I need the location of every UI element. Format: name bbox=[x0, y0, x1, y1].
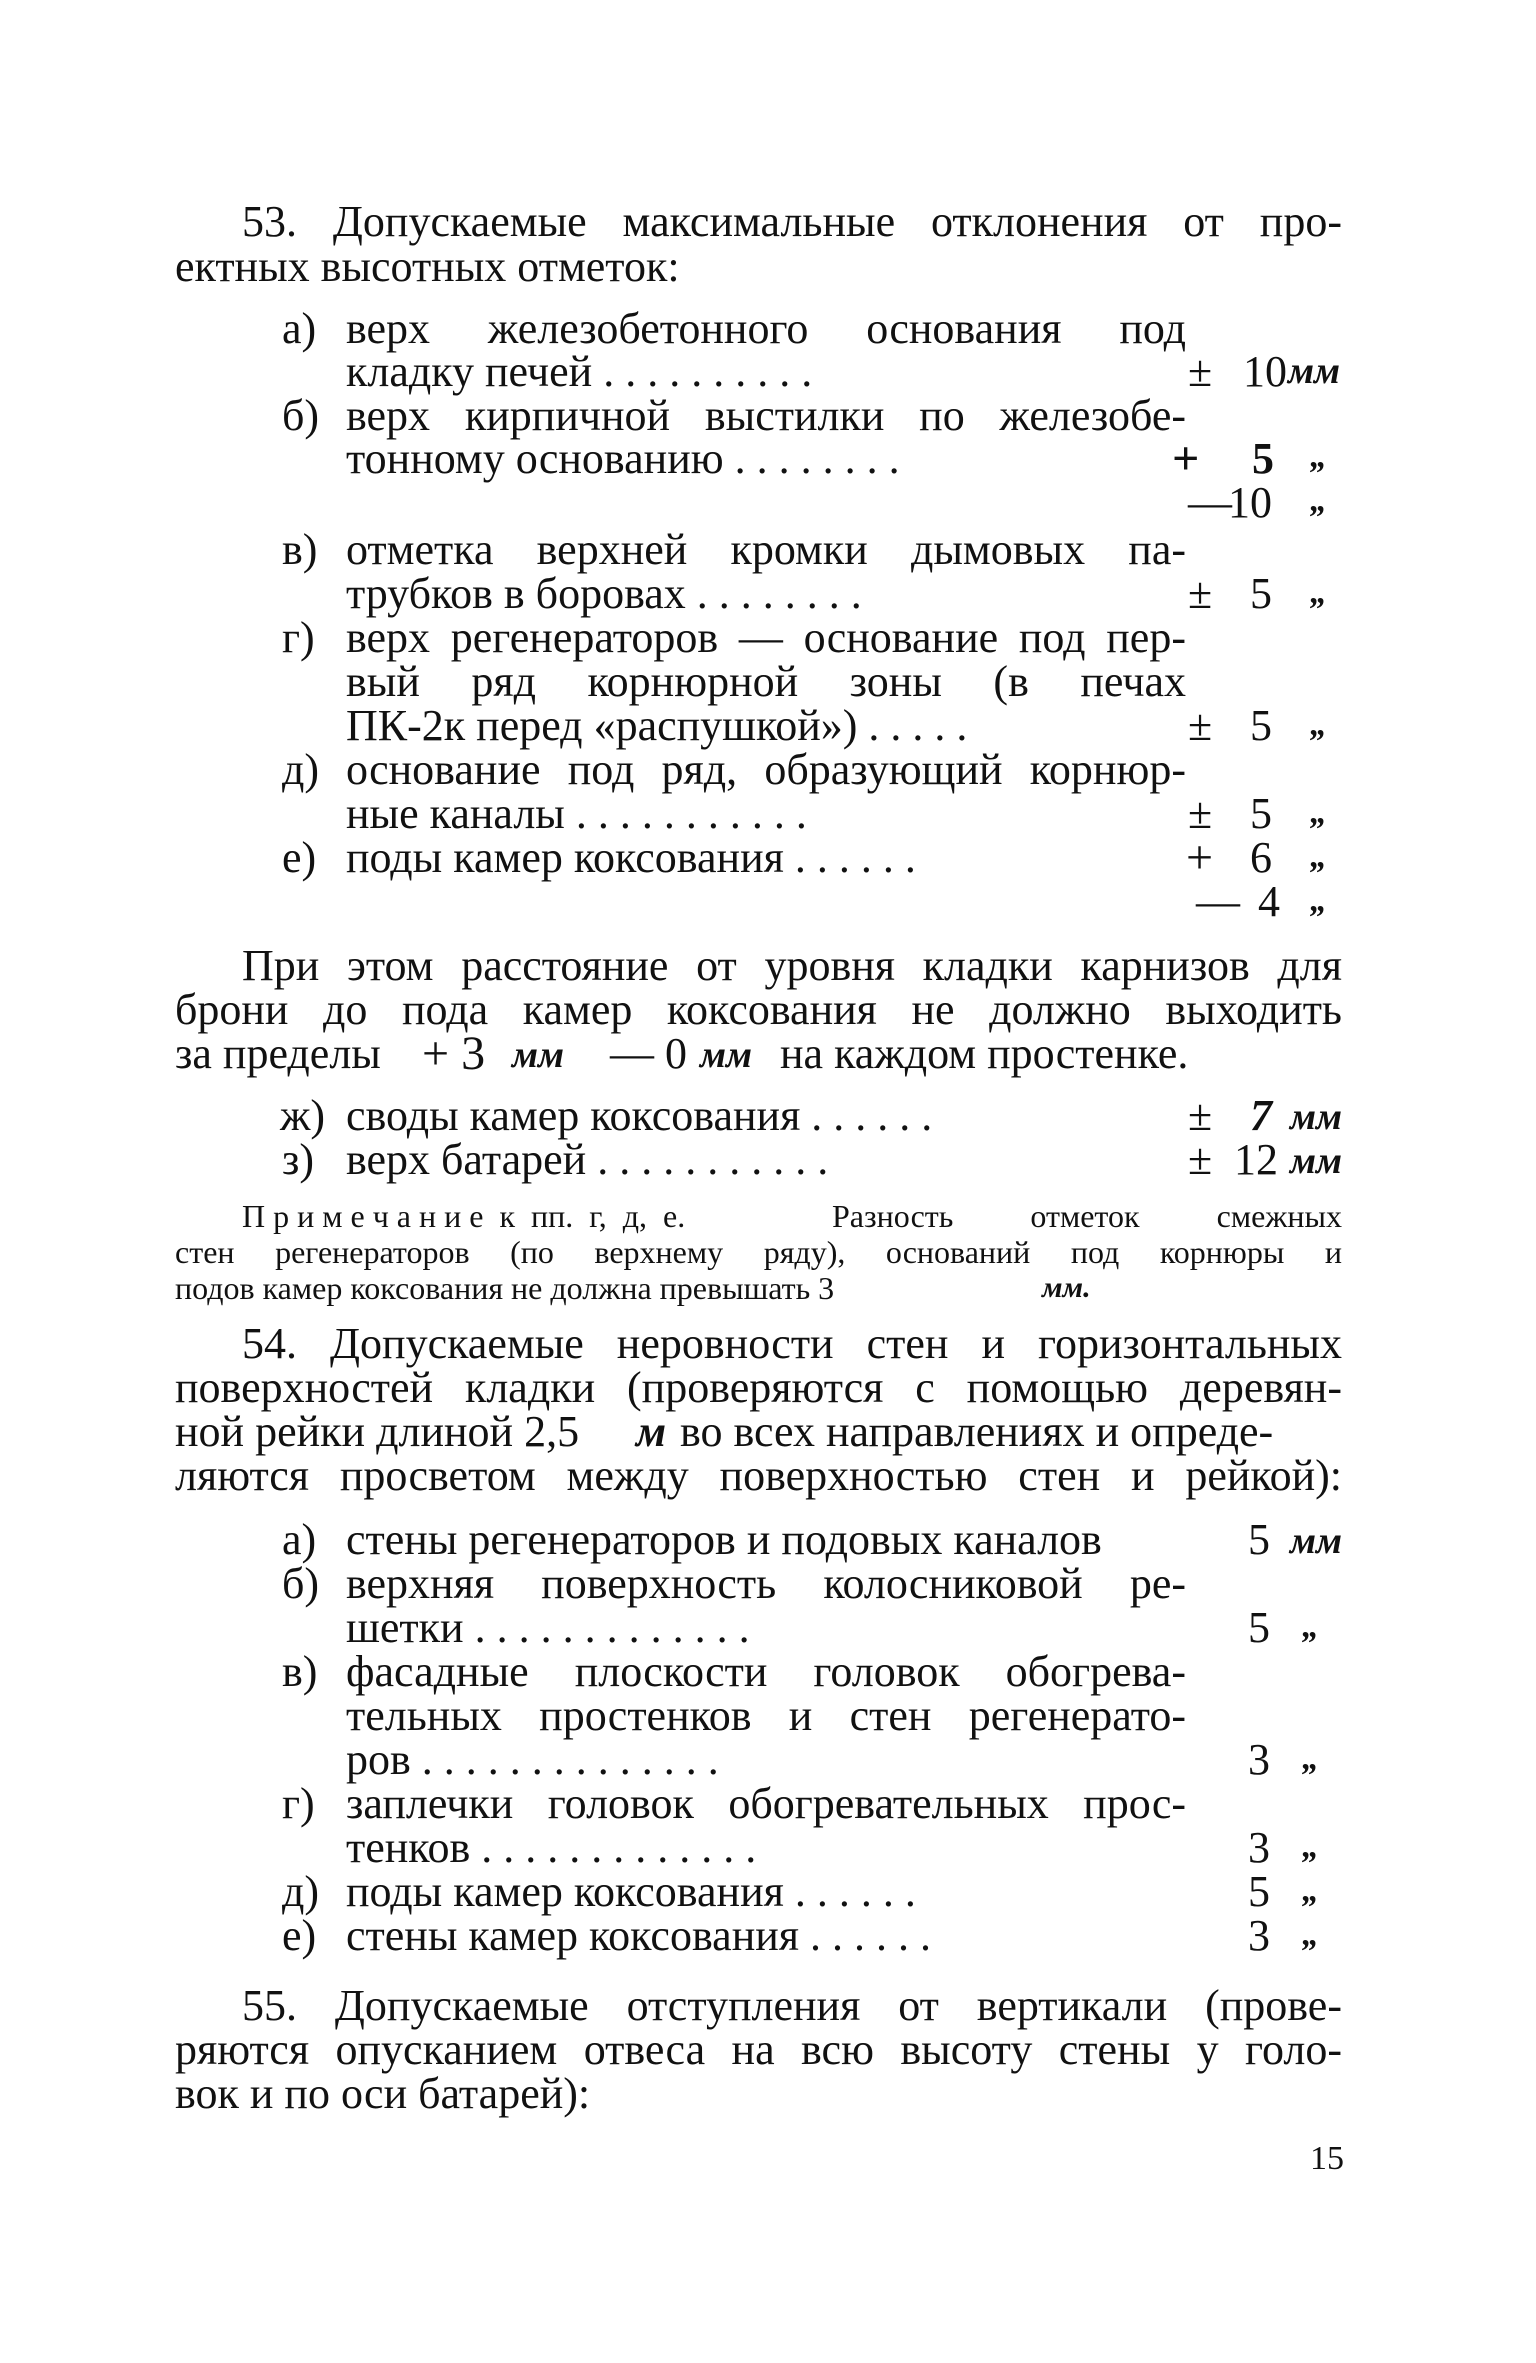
tolerance-value: 10 bbox=[1228, 478, 1272, 527]
item-letter: б) bbox=[282, 391, 320, 440]
ditto-mark: „ bbox=[1302, 1828, 1319, 1865]
ditto-mark: „ bbox=[1310, 882, 1327, 919]
tolerance-value: 3 bbox=[1248, 1823, 1270, 1872]
unit-mm: мм bbox=[1290, 1096, 1343, 1138]
item-text: кладку печей . . . . . . . . . . bbox=[346, 347, 813, 396]
item-text: шетки . . . . . . . . . . . . . bbox=[346, 1603, 750, 1652]
item-text: вый ряд корнюрной зоны (в печах bbox=[346, 657, 1186, 706]
tolerance-sign: ± bbox=[1188, 789, 1213, 838]
ditto-mark: „ bbox=[1302, 1872, 1319, 1909]
p54-line4: ляются просветом между поверхностью стен и рейкой): bbox=[175, 1451, 1342, 1500]
tolerance-value: 5 bbox=[1252, 434, 1274, 483]
item-letter: ж) bbox=[280, 1091, 326, 1140]
unit-mm: мм bbox=[1288, 350, 1341, 392]
ditto-mark: „ bbox=[1302, 1916, 1319, 1953]
unit-mm: мм bbox=[1290, 1520, 1343, 1562]
unit-mm: мм bbox=[1290, 1140, 1343, 1182]
item-letter: б) bbox=[282, 1559, 320, 1608]
p53-para-line3-end: на каждом простенке. bbox=[780, 1029, 1189, 1078]
tolerance-value: 7 bbox=[1250, 1091, 1272, 1140]
item-letter: д) bbox=[282, 1867, 320, 1916]
item-text: трубков в боровах . . . . . . . . bbox=[346, 569, 862, 618]
note-label: П р и м е ч а н и е к пп. г, д, е. bbox=[242, 1198, 686, 1234]
note-text: Разность отметок смежных bbox=[832, 1198, 1342, 1234]
item-text: ров . . . . . . . . . . . . . . bbox=[346, 1735, 719, 1784]
tolerance-sign: — bbox=[1196, 877, 1240, 926]
item-text: верх железобетонного основания под bbox=[346, 304, 1186, 353]
item-text: верхняя поверхность колосниковой ре- bbox=[346, 1559, 1186, 1608]
tolerance-value: + 3 bbox=[422, 1027, 486, 1080]
item-text: стены регенераторов и подовых каналов bbox=[346, 1515, 1102, 1564]
note-text: стен регенераторов (по верхнему ряду), оснований под корнюры и bbox=[175, 1234, 1342, 1270]
item-letter: а) bbox=[282, 1515, 317, 1564]
tolerance-sign: ± bbox=[1188, 569, 1213, 618]
tolerance-value: 3 bbox=[1248, 1735, 1270, 1784]
p53-intro-line1: 53. Допускаемые максимальные отклонения от про- bbox=[242, 197, 1342, 246]
item-text: тенков . . . . . . . . . . . . . bbox=[346, 1823, 757, 1872]
tolerance-value: 5 bbox=[1248, 1603, 1270, 1652]
tolerance-value: 5 bbox=[1250, 789, 1272, 838]
tolerance-sign: ± bbox=[1188, 1091, 1213, 1140]
item-text: поды камер коксования . . . . . . bbox=[346, 833, 916, 882]
p53-para-line2: брони до пода камер коксования не должно выходить bbox=[175, 985, 1342, 1034]
item-letter: а) bbox=[282, 304, 317, 353]
p54-line1: 54. Допускаемые неровности стен и горизонтальных bbox=[242, 1319, 1342, 1368]
p54-line2: поверхностей кладки (проверяются с помощью деревян- bbox=[175, 1363, 1342, 1412]
item-letter: з) bbox=[282, 1135, 315, 1184]
note-text: подов камер коксования не должна превышать 3 bbox=[175, 1270, 835, 1306]
item-text: поды камер коксования . . . . . . bbox=[346, 1867, 916, 1916]
item-letter: е) bbox=[282, 1911, 317, 1960]
unit-mm: мм. bbox=[1042, 1271, 1091, 1304]
item-text: заплечки головок обогревательных прос- bbox=[346, 1779, 1186, 1828]
item-text: отметка верхней кромки дымовых па- bbox=[346, 525, 1186, 574]
item-text: верх кирпичной выстилки по железобе- bbox=[346, 391, 1186, 440]
tolerance-value: 6 bbox=[1250, 833, 1272, 882]
p53-intro-line2: ектных высотных отметок: bbox=[175, 242, 680, 291]
item-text: тонному основанию . . . . . . . . bbox=[346, 434, 900, 483]
item-text: верх регенераторов — основание под пер- bbox=[346, 613, 1186, 662]
tolerance-sign: + bbox=[1186, 831, 1214, 884]
unit-m: м bbox=[636, 1407, 667, 1456]
p54-line3: ной рейки длиной 2,5 bbox=[175, 1407, 580, 1456]
ditto-mark: „ bbox=[1310, 438, 1327, 475]
item-letter: е) bbox=[282, 833, 317, 882]
unit-mm: мм bbox=[700, 1034, 753, 1076]
p54-line3-end: во всех направлениях и опреде- bbox=[680, 1407, 1274, 1456]
item-text: ПК-2к перед «распушкой») . . . . . bbox=[346, 701, 968, 750]
item-letter: в) bbox=[282, 525, 318, 574]
tolerance-value: 3 bbox=[1248, 1911, 1270, 1960]
tolerance-sign: ± bbox=[1188, 1135, 1213, 1184]
ditto-mark: „ bbox=[1302, 1608, 1319, 1645]
tolerance-value: 12 bbox=[1234, 1135, 1278, 1184]
tolerance-value: — 0 bbox=[610, 1029, 687, 1078]
tolerance-value: 5 bbox=[1250, 701, 1272, 750]
p55-line3: вок и по оси батарей): bbox=[175, 2069, 591, 2118]
ditto-mark: „ bbox=[1310, 838, 1327, 875]
page-number: 15 bbox=[1310, 2140, 1344, 2177]
tolerance-sign: ± bbox=[1188, 701, 1213, 750]
tolerance-value: 4 bbox=[1258, 877, 1280, 926]
unit-mm: мм bbox=[512, 1034, 565, 1076]
item-text: стены камер коксования . . . . . . bbox=[346, 1911, 932, 1960]
tolerance-sign: ± bbox=[1188, 347, 1213, 396]
item-text: тельных простенков и стен регенерато- bbox=[346, 1691, 1186, 1740]
tolerance-value: 5 bbox=[1248, 1515, 1270, 1564]
ditto-mark: „ bbox=[1302, 1740, 1319, 1777]
p55-line1: 55. Допускаемые отступления от вертикали (прове- bbox=[242, 1981, 1342, 2030]
tolerance-value: 5 bbox=[1250, 569, 1272, 618]
item-letter: д) bbox=[282, 745, 320, 794]
tolerance-value: 10 bbox=[1243, 347, 1287, 396]
item-text: ные каналы . . . . . . . . . . . bbox=[346, 789, 807, 838]
item-letter: в) bbox=[282, 1647, 318, 1696]
item-text: фасадные плоскости головок обогрева- bbox=[346, 1647, 1186, 1696]
tolerance-sign: + bbox=[1172, 432, 1200, 485]
item-text: основание под ряд, образующий корнюр- bbox=[346, 745, 1186, 794]
tolerance-sign: — bbox=[1188, 478, 1232, 527]
ditto-mark: „ bbox=[1310, 574, 1327, 611]
item-letter: г) bbox=[282, 613, 315, 662]
item-text: верх батарей . . . . . . . . . . . bbox=[346, 1135, 829, 1184]
tolerance-value: 5 bbox=[1248, 1867, 1270, 1916]
p53-para-line3: за пределы bbox=[175, 1029, 381, 1078]
item-text: своды камер коксования . . . . . . bbox=[346, 1091, 933, 1140]
p55-line2: ряются опусканием отвеса на всю высоту стены у голо- bbox=[175, 2025, 1342, 2074]
ditto-mark: „ bbox=[1310, 482, 1327, 519]
item-letter: г) bbox=[282, 1779, 315, 1828]
ditto-mark: „ bbox=[1310, 794, 1327, 831]
ditto-mark: „ bbox=[1310, 706, 1327, 743]
p53-para-line1: При этом расстояние от уровня кладки карнизов для bbox=[242, 941, 1342, 990]
